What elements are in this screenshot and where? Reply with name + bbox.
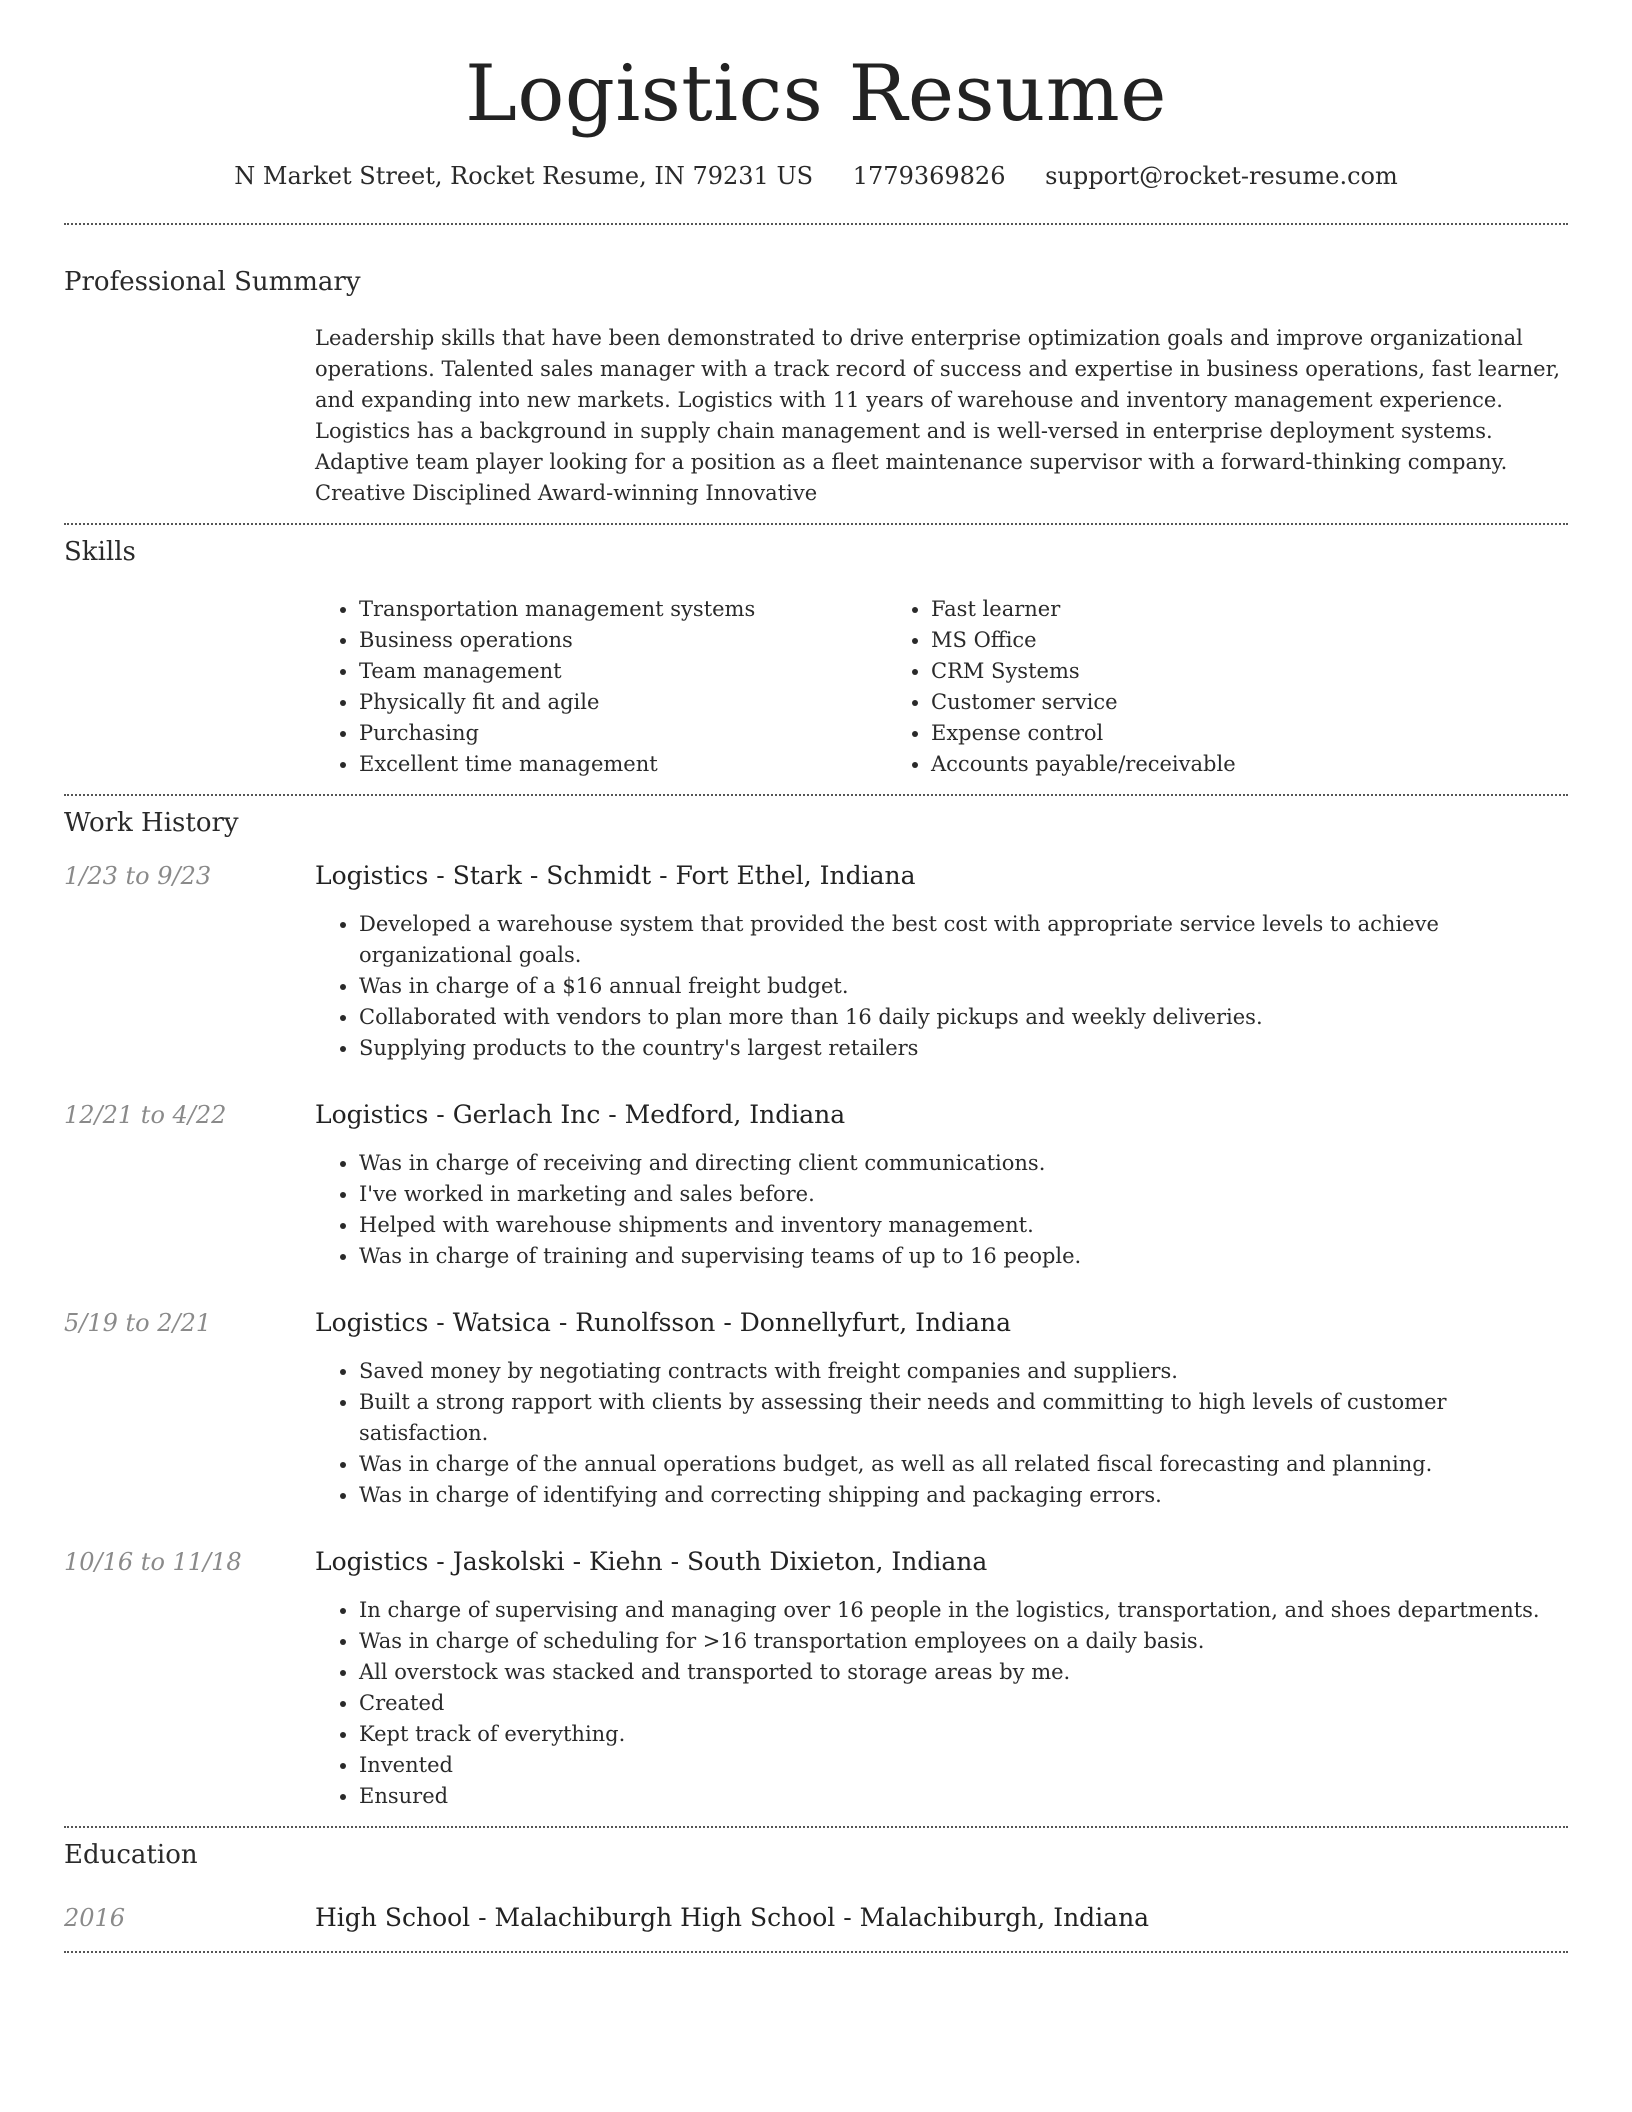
job-entry	[64, 1098, 1568, 1272]
job-bullet: • Was in charge of a $16 annual freight budget.	[359, 971, 1568, 1002]
contact-phone: 1779369826	[852, 161, 1006, 190]
job-bullet: • Was in charge of training and supervising teams of up to 16 people.	[359, 1241, 1568, 1272]
education-section	[64, 1828, 1568, 1935]
job-bullet: • Was in charge of the annual operations budget, as well as all related fiscal forecasting and planning.	[359, 1449, 1568, 1480]
resume-name: Logistics Resume	[465, 49, 1167, 139]
job-bullet: • Created	[359, 1688, 1568, 1719]
skill-item: • Team management	[359, 656, 887, 687]
contact-address: N Market Street, Rocket Resume, IN 79231 US	[234, 161, 814, 190]
work-history-heading: Work History	[64, 807, 239, 838]
education-heading: Education	[64, 1839, 198, 1870]
contact-line	[64, 160, 1568, 194]
divider	[64, 1951, 1568, 1953]
summary-section	[64, 225, 1568, 508]
job-entry	[64, 859, 1568, 1064]
skill-item: • Fast learner	[931, 594, 1447, 625]
skill-item: • CRM Systems	[931, 656, 1447, 687]
job-entry	[64, 1545, 1568, 1812]
job-bullets	[315, 1148, 1568, 1272]
education-title: High School - Malachiburgh High School - Malachiburgh, Indiana	[315, 1903, 1150, 1933]
job-title: Logistics - Stark - Schmidt - Fort Ethel, Indiana	[315, 860, 916, 890]
job-bullets	[315, 909, 1568, 1064]
job-entry	[64, 1306, 1568, 1511]
resume-header	[64, 0, 1568, 193]
skills-heading: Skills	[64, 536, 136, 567]
job-bullet: • Collaborated with vendors to plan more than 16 daily pickups and weekly deliveries.	[359, 1002, 1568, 1033]
job-bullets	[315, 1356, 1568, 1511]
job-title: Logistics - Jaskolski - Kiehn - South Dixieton, Indiana	[315, 1546, 988, 1576]
job-title: Logistics - Watsica - Runolfsson - Donnellyfurt, Indiana	[315, 1307, 1012, 1337]
skill-item: • Customer service	[931, 687, 1447, 718]
education-entry	[64, 1901, 1568, 1935]
job-bullet: • Was in charge of scheduling for >16 transportation employees on a daily basis.	[359, 1626, 1568, 1657]
job-date: 12/21 to 4/22	[64, 1100, 227, 1129]
job-date: 1/23 to 9/23	[64, 861, 212, 890]
job-date: 5/19 to 2/21	[64, 1308, 212, 1337]
job-bullet: • Was in charge of receiving and directing client communications.	[359, 1148, 1568, 1179]
job-title: Logistics - Gerlach Inc - Medford, Indiana	[315, 1099, 846, 1129]
education-date: 2016	[64, 1904, 126, 1933]
skills-list-left	[315, 594, 887, 780]
skill-item: • Physically fit and agile	[359, 687, 887, 718]
skill-item: • Purchasing	[359, 718, 887, 749]
job-bullets	[315, 1595, 1568, 1812]
skill-item: • Transportation management systems	[359, 594, 887, 625]
job-bullet: • Supplying products to the country's largest retailers	[359, 1033, 1568, 1064]
job-bullet: • Saved money by negotiating contracts with freight companies and suppliers.	[359, 1356, 1568, 1387]
job-bullet: • Developed a warehouse system that provided the best cost with appropriate service levels to achieve organizational goals.	[359, 909, 1568, 971]
job-bullet: • Built a strong rapport with clients by assessing their needs and committing to high levels of customer satisfaction.	[359, 1387, 1568, 1449]
job-bullet: • Invented	[359, 1750, 1568, 1781]
summary-heading: Professional Summary	[64, 267, 361, 298]
job-bullet: • In charge of supervising and managing over 16 people in the logistics, transportation, and shoes departments.	[359, 1595, 1568, 1626]
job-bullet: • Kept track of everything.	[359, 1719, 1568, 1750]
skill-item: • Excellent time management	[359, 749, 887, 780]
work-history-section	[64, 796, 1568, 1812]
job-bullet: • I've worked in marketing and sales before.	[359, 1179, 1568, 1210]
job-bullet: • All overstock was stacked and transported to storage areas by me.	[359, 1657, 1568, 1688]
skills-list-right	[887, 594, 1447, 780]
skill-item: • Business operations	[359, 625, 887, 656]
job-bullet: • Was in charge of identifying and correcting shipping and packaging errors.	[359, 1480, 1568, 1511]
skills-columns	[315, 594, 1568, 780]
job-bullet: • Helped with warehouse shipments and inventory management.	[359, 1210, 1568, 1241]
job-date: 10/16 to 11/18	[64, 1547, 242, 1576]
job-bullet: • Ensured	[359, 1781, 1568, 1812]
skill-item: • Accounts payable/receivable	[931, 749, 1447, 780]
contact-email: support@rocket-resume.com	[1045, 161, 1398, 190]
skills-section	[64, 525, 1568, 780]
summary-text: Leadership skills that have been demonstrated to drive enterprise optimization goals and improve organizational operations. Talented sales manager with a track record of success and expertise in business operations, fast learner, and expanding into new markets. Logistics with 11 years of warehouse and inventory management experience. Logistics has a background in supply chain management and is well-versed in enterprise deployment systems. Adaptive team player looking for a position as a fleet maintenance supervisor with a forward-thinking company. Creative Disciplined Award-winning Innovative	[315, 325, 1561, 505]
skill-item: • Expense control	[931, 718, 1447, 749]
skill-item: • MS Office	[931, 625, 1447, 656]
